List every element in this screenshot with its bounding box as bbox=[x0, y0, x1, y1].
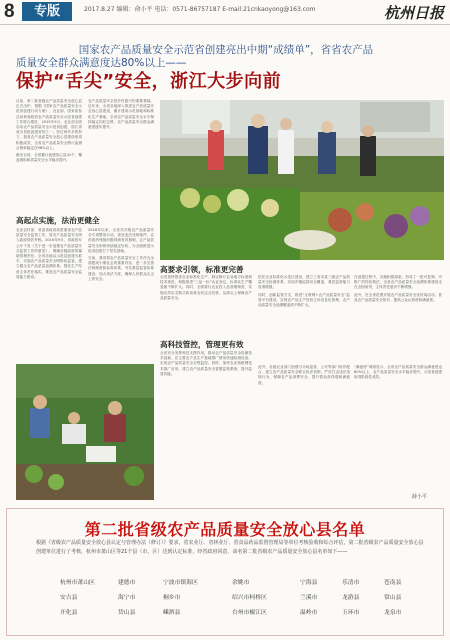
county-name: 嵊泗县 bbox=[163, 610, 181, 616]
section-label: 专版 bbox=[22, 2, 72, 21]
article-column-5 bbox=[354, 275, 442, 359]
market-inspection-image bbox=[160, 100, 444, 260]
county-name: 台州市椒江区 bbox=[232, 610, 267, 616]
paragraph: 在创建过程中，各地积极探索，形成了一批可复制、可推广的经验做法，全省农产品质量安全追溯体系建设走在全国前列，主体责任意识不断增强。 bbox=[354, 275, 442, 290]
photo-market-inspection bbox=[160, 100, 444, 260]
photo-field-workers bbox=[16, 364, 154, 500]
paragraph: “满意度”调查显示，全省农产品质量安全群众满意度达80%以上，农产品质量安全水平稳步提升，示范省创建取得阶段性成效。 bbox=[354, 365, 442, 380]
county-name: 乐清市 bbox=[342, 580, 360, 586]
county-list-title: 第二批省级农产品质量安全放心县名单 bbox=[84, 520, 366, 539]
article-column-3-lower bbox=[160, 351, 252, 501]
county-name: 龙泉市 bbox=[384, 610, 402, 616]
article-column-3 bbox=[160, 275, 252, 333]
article-column-4 bbox=[258, 275, 350, 359]
county-name: 温岭市 bbox=[300, 610, 318, 616]
article-author: 薛小平 bbox=[412, 494, 428, 500]
article-column-2-lower bbox=[88, 228, 154, 358]
county-name: 兰溪市 bbox=[300, 595, 318, 601]
kicker-line-1: 国家农产品质量安全示范省创建亮出中期“成绩单”，省省农产品 bbox=[78, 44, 374, 56]
paragraph: 全省充分发挥科技支撑作用，推动农产品质量安全检测技术创新，在主要农产品生产基地推广使用快速检测设备，实现农产品质量安全全程监控。同时，加快农业物联网技术推广应用，建立农产品质量安全智慧监管系统，提升监管效能。 bbox=[160, 351, 252, 376]
paragraph: 同时，创新监管方式，推进“互联网+农产品质量安全”监管平台建设，实现农产品生产经营主体信息化管理，农产品质量安全追溯覆盖面不断扩大。 bbox=[258, 292, 350, 308]
county-name: 常山县 bbox=[384, 595, 402, 601]
kicker-line-2: 质量安全群众满意度达80%以上—— bbox=[16, 57, 187, 69]
page-number: 8 bbox=[4, 1, 15, 22]
paragraph: 截至目前，全省累计创建放心县41个，覆盖面积和质量安全水平稳步提升。 bbox=[16, 153, 82, 163]
subheading-2: 高要求引领，标准更完善 bbox=[160, 265, 244, 274]
county-name: 苍南县 bbox=[384, 580, 402, 586]
subheading-3: 高科技管控，管理更有效 bbox=[160, 340, 244, 349]
county-list-lead: 根据《省级农产品质量安全放心县认定与管理办法（修订）》要求，省农业厅、省林业厅、省食品药品监督管理局等单位考核验收和综合评估，第二批省级农产品质量安全放心县创建单位进行了考核，杭州市萧山区等21个县（市、区）达到认定标准，经省政府同意，命名第二批省级农产品质量安全放心县名单如下—— bbox=[36, 540, 424, 555]
paragraph: 2016年以来，全省共开展农产品质量安全专项整治行动，查处违法违规案件，农药兽药残留问题得到有效遏制，农产品质量安全形势持续稳定好转，为全面推进示范省创建打下坚实基础。 bbox=[88, 228, 154, 253]
article-column-1 bbox=[16, 99, 82, 209]
county-name: 岱山县 bbox=[118, 610, 136, 616]
article-column-1-lower bbox=[16, 228, 82, 358]
article-column-5-lower bbox=[354, 365, 442, 491]
masthead bbox=[0, 0, 450, 25]
paragraph: 目前，第二批省级农产品质量安全放心县正式出炉。根据《国家农产品质量安全示范省创建行动方案》，农业部、国家质检总局和省政府农产品质量安全示范省创建工作联合推进，2015年9月，农业部全面启动农产品质量安全示范省创建，浙江省成为首批创建省份之一。经过两年多的努力，我省农产品质量安全放心县建设取得积极成效，全省农产品质量安全例行监测合格率稳定在98%以上。 bbox=[16, 99, 82, 150]
paragraph: 全省加快推进农业标准化生产，制定修订农业地方标准和技术规范，积极推进“三品一标”认证登记，标准化生产覆盖面不断扩大。同时，全面推行农业投入品管理制度，实施农药实名购买和高毒农药定点经营，从源头上保障农产品质量安全。 bbox=[160, 275, 252, 300]
county-name: 桐乡市 bbox=[163, 595, 181, 601]
field-workers-image bbox=[16, 364, 154, 500]
paragraph: 依托农业标准化示范区建设，建立了省市县三级农产品质量安全检测体系，实现乡镇监管站全覆盖，基层监管能力显著增强。 bbox=[258, 275, 350, 290]
county-name: 开化县 bbox=[60, 610, 78, 616]
county-name: 绍兴市柯桥区 bbox=[232, 595, 267, 601]
paragraph: 此外，各级农业部门加强与市场监管、公安等部门协作配合，建立农产品质量安全联合执法机制，严厉打击违法违规行为，保障农产品消费安全，提升群众获得感和满意度。 bbox=[258, 365, 350, 385]
article-column-4-lower bbox=[258, 365, 350, 501]
edition-meta: 2017.8.27 编辑：俞小平 电话：0571-86757187 E-mail:21cnkaoyong@163.com bbox=[84, 6, 316, 13]
main-headline: 保护“舌尖”安全，浙江大步向前 bbox=[16, 71, 282, 92]
article-column-2 bbox=[88, 99, 154, 207]
county-name: 宁波市镇海区 bbox=[163, 580, 198, 586]
county-name: 余姚市 bbox=[232, 580, 250, 586]
county-name: 建德市 bbox=[118, 580, 136, 586]
county-name: 玉环市 bbox=[342, 610, 360, 616]
paragraph: 农业农村部、省委省政府高度重视农产品质量安全监管工作，将农产品质量安全纳入政府绩效考核。2016年9月，省政府办公厅下发《关于进一步加强农产品质量安全监管工作的意见》，明确各级政府的属地管理责任。全省各地以示范县创建为抓手，实施农产品质量安全网格化监管，建立健全农产品质量追溯体系，强化生产经营主体责任落实，推进农产品质量安全监管能力建设。 bbox=[16, 228, 82, 279]
county-name: 安吉县 bbox=[60, 595, 78, 601]
paragraph: 当前，我省将农产品质量安全工作作为全面建成小康社会的重要内容，进一步完善法规制度和标准体系，夯实基层监管体系建设，加大执法力度，确保人民群众舌尖上的安全。 bbox=[88, 256, 154, 281]
county-name: 海宁市 bbox=[118, 595, 136, 601]
county-name: 龙游县 bbox=[342, 595, 360, 601]
county-name: 宁海县 bbox=[300, 580, 318, 586]
paragraph: 此外，在全省范围开展农产品质量安全宣传周活动，普及农产品质量安全知识，提高公众认知度和满意度。 bbox=[354, 292, 442, 302]
newspaper-name: 杭州日报 bbox=[383, 4, 444, 22]
county-name: 杭州市萧山区 bbox=[60, 580, 95, 586]
subheading-1: 高起点实施，法治更健全 bbox=[16, 216, 100, 225]
paragraph: 农产品质量安全是乡村振兴的重要基础。近年来，全省各地深入推进农产品质量安全放心县建设，累计建成示范基地和标准化生产基地，全省农产品质量安全水平保持稳定向好态势，农产品质量安全群众满意度逐年提升。 bbox=[88, 99, 154, 130]
